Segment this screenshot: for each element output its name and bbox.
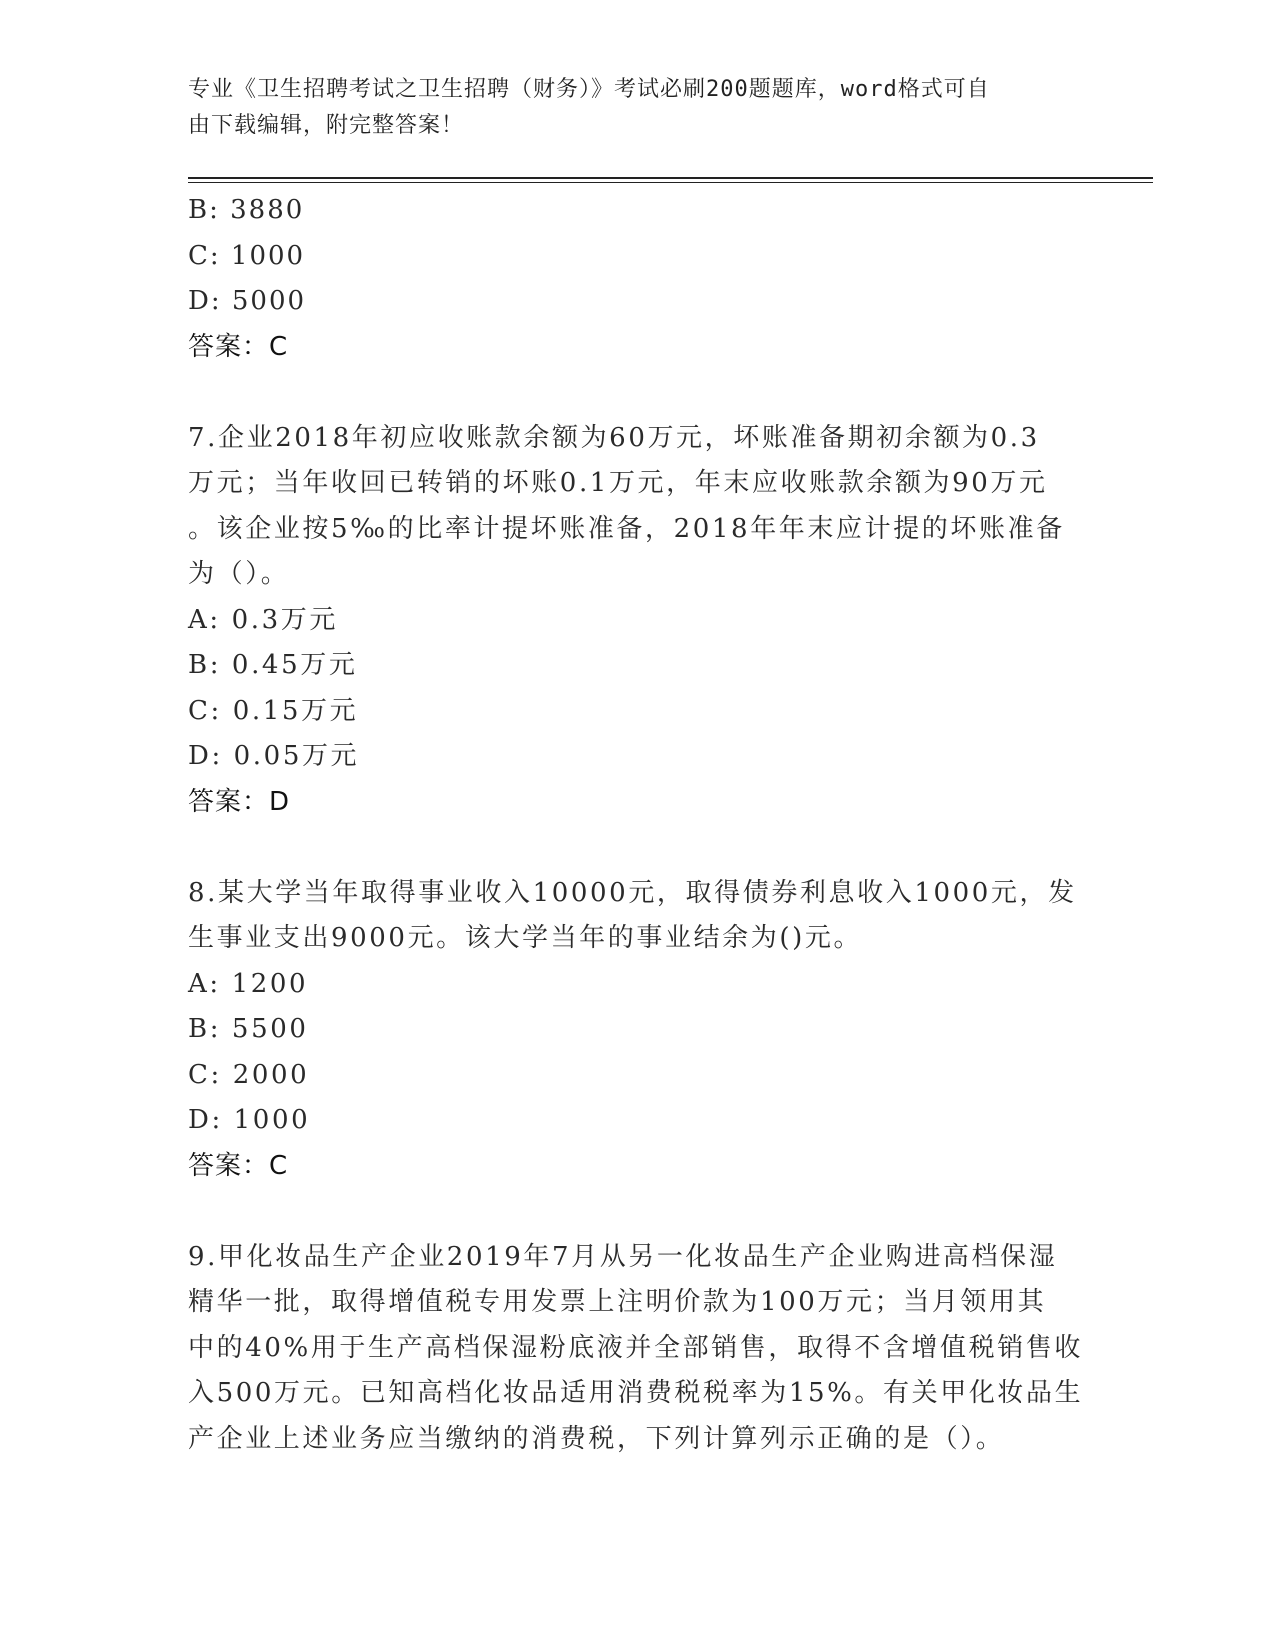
option-c: C: 1000 [188, 240, 306, 271]
option-c: C: 0.15万元 [188, 695, 359, 726]
question-text-line: 入500万元。已知高档化妆品适用消费税税率为15%。有关甲化妆品生 [188, 1378, 1084, 1408]
option-c: C: 2000 [188, 1059, 310, 1090]
option-d: D: 5000 [188, 286, 307, 316]
question-6-tail [188, 188, 1088, 370]
question-8 [188, 871, 1088, 1190]
option-b: B: 5500 [188, 1014, 309, 1044]
spacer [188, 370, 1088, 416]
question-9 [188, 1235, 1088, 1463]
option-a: A: 0.3万元 [188, 604, 338, 635]
question-text-line: 。该企业按5‰的比率计提坏账准备，2018年年末应计提的坏账准备 [188, 513, 1065, 544]
header-line-1: 专业《卫生招聘考试之卫生招聘（财务）》考试必刷200题题库，word格式可自 [188, 77, 990, 102]
option-d: D: 0.05万元 [188, 741, 360, 771]
document-header [188, 72, 1068, 144]
question-text-line: 产企业上述业务应当缴纳的消费税，下列计算列示正确的是（）。 [188, 1423, 1005, 1454]
question-text-line: 生事业支出9000元。该大学当年的事业结余为()元。 [188, 923, 863, 953]
question-text-line: 9.甲化妆品生产企业2019年7月从另一化妆品生产企业购进高档保湿 [188, 1241, 1058, 1272]
header-divider-thick [188, 177, 1153, 179]
spacer [188, 1189, 1088, 1235]
header-divider-thin [188, 182, 1153, 183]
question-text-line: 万元；当年收回已转销的坏账0.1万元，年末应收账款余额为90万元 [188, 468, 1048, 498]
question-text-line: 8.某大学当年取得事业收入10000元，取得债券利息收入1000元，发 [188, 877, 1077, 908]
spacer [188, 825, 1088, 871]
question-text-line: 为（）。 [188, 559, 290, 589]
question-text-line: 7.企业2018年初应收账款余额为60万元，坏账准备期初余额为0.3 [188, 422, 1040, 453]
option-b: B: 3880 [188, 195, 305, 225]
answer-line: 答案：C [188, 1150, 289, 1181]
question-text-line: 中的40%用于生产高档保湿粉底液并全部销售，取得不含增值税销售收 [188, 1332, 1083, 1363]
option-d: D: 1000 [188, 1105, 311, 1135]
option-b: B: 0.45万元 [188, 650, 358, 680]
document-body [188, 188, 1088, 1462]
option-a: A: 1200 [188, 968, 309, 999]
answer-line: 答案：D [188, 786, 291, 817]
answer-line: 答案：C [188, 331, 289, 362]
question-7 [188, 416, 1088, 826]
header-line-2: 由下载编辑，附完整答案！ [188, 113, 465, 138]
question-text-line: 精华一批，取得增值税专用发票上注明价款为100万元；当月领用其 [188, 1287, 1047, 1317]
